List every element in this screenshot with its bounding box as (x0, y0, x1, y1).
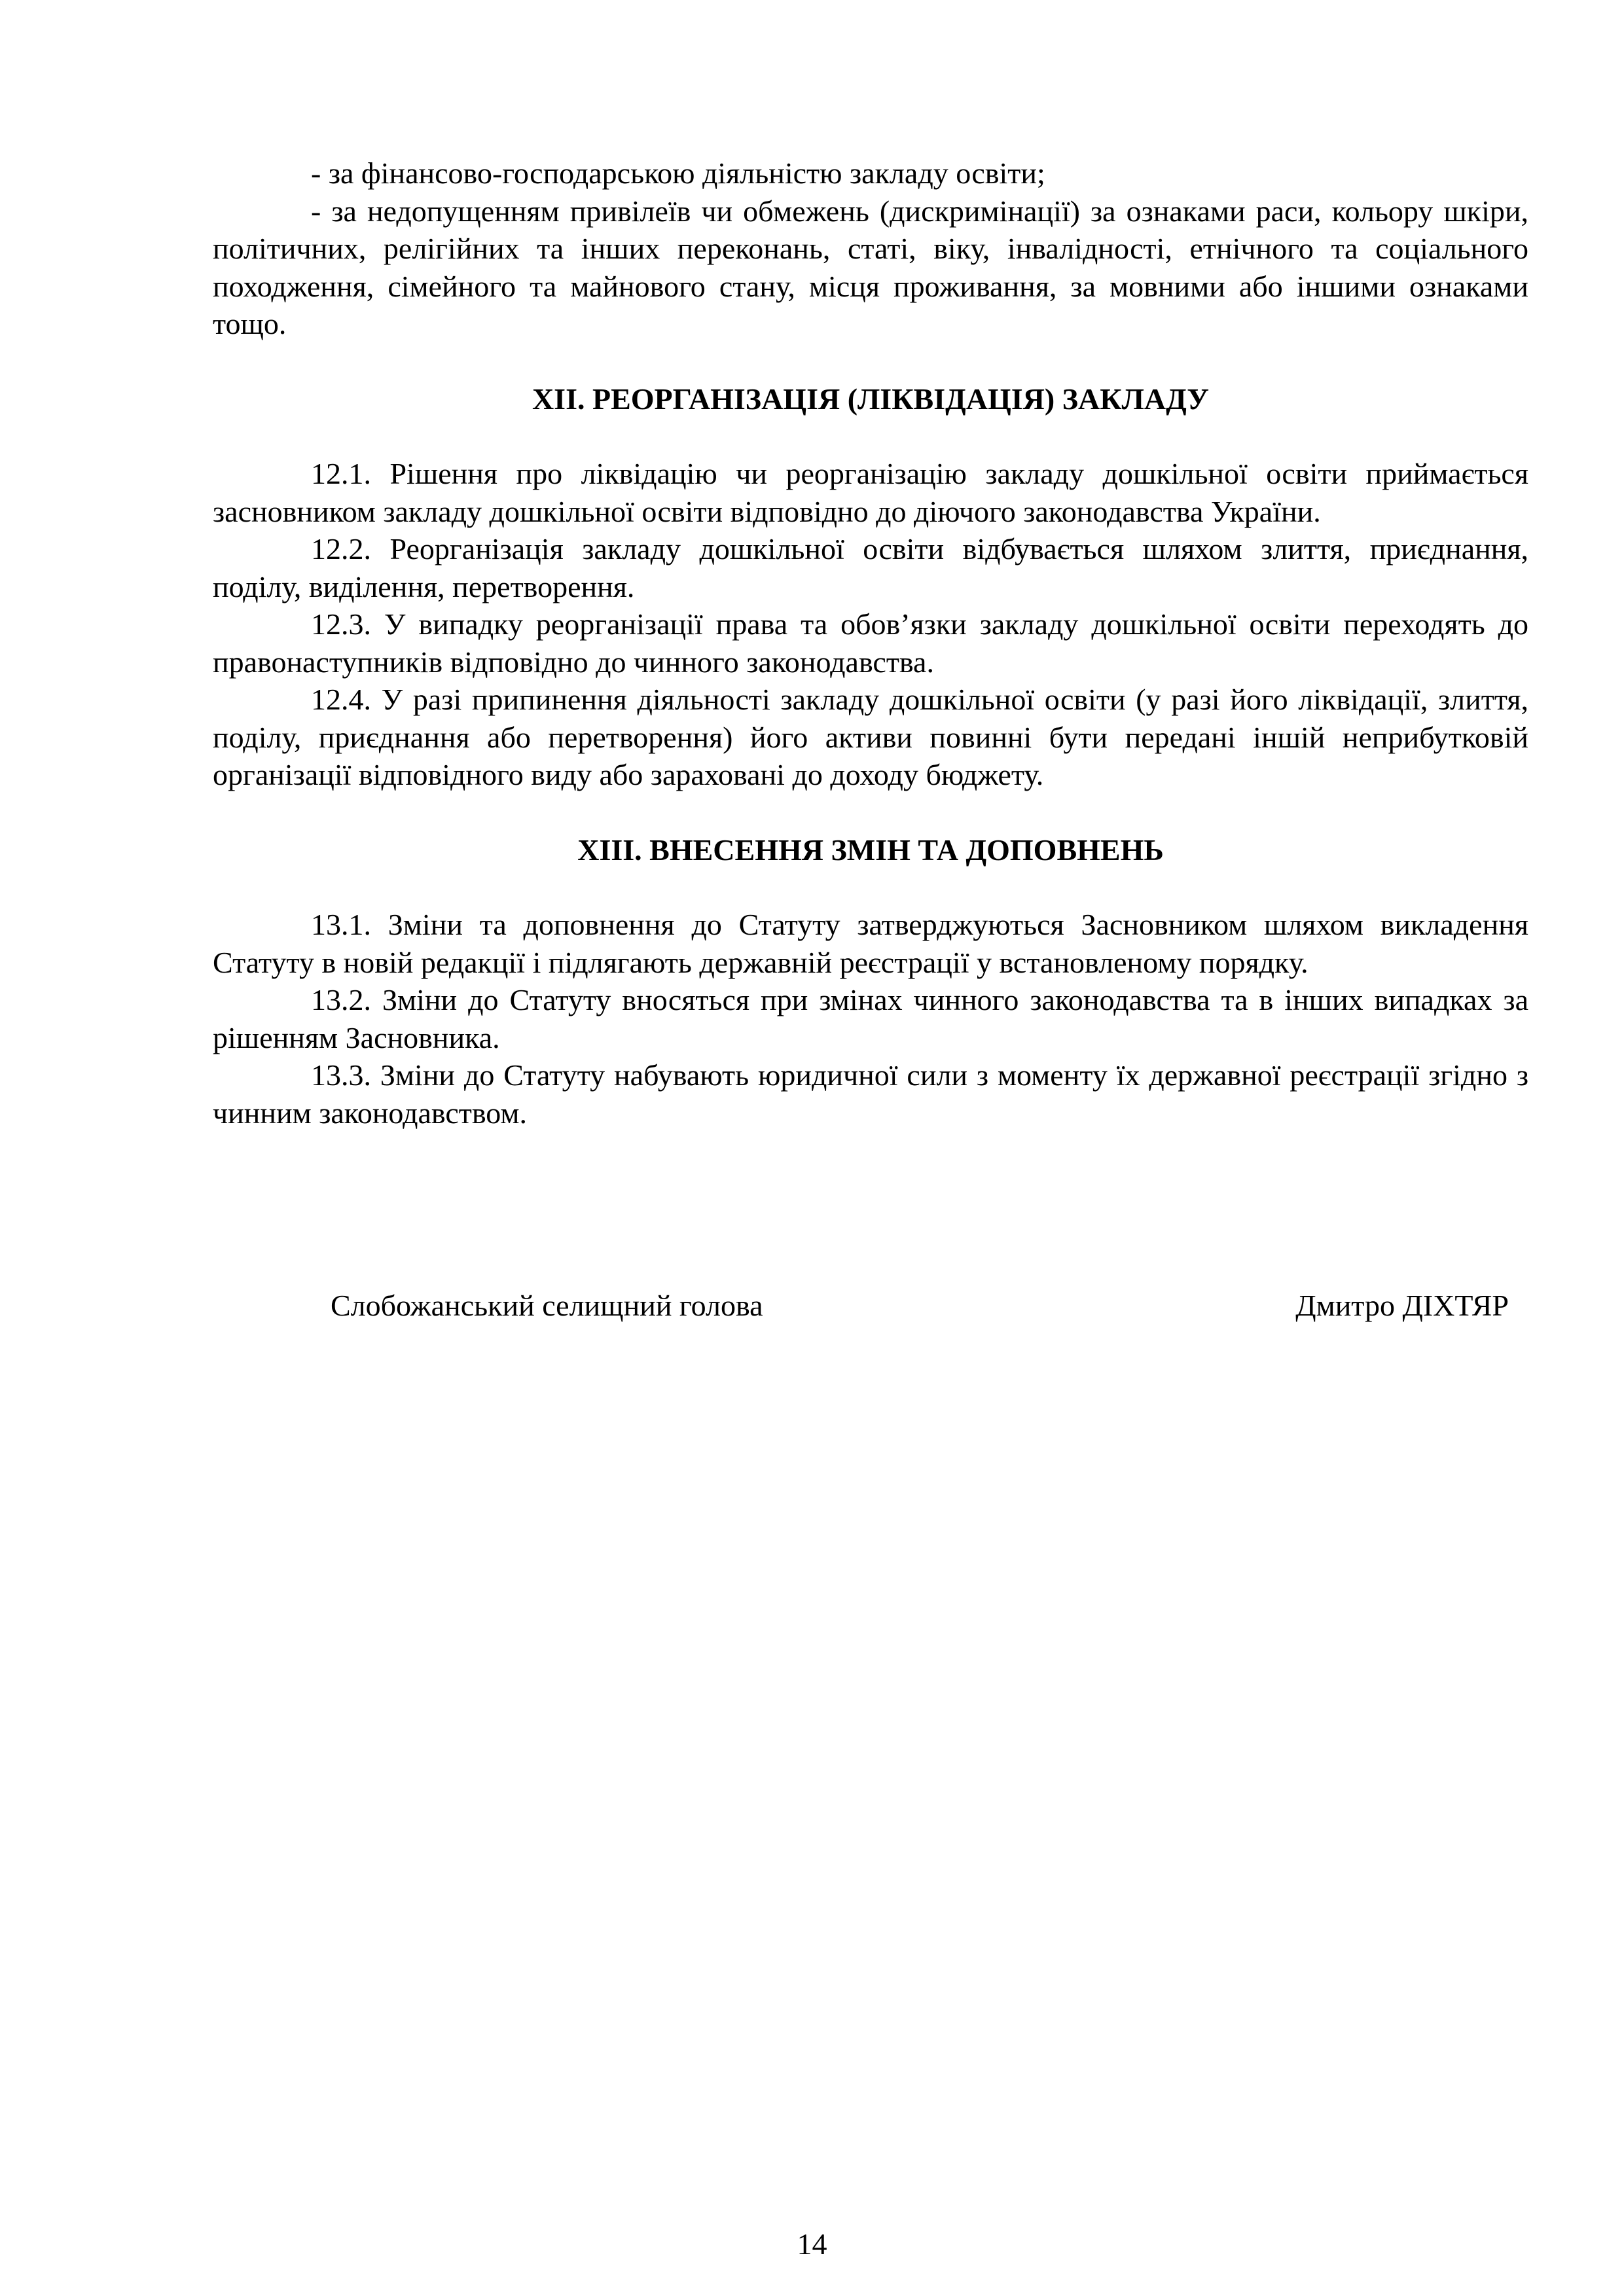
list-item-financial-activity: - за фінансово-господарською діяльністю закладу освіти; (311, 156, 1045, 190)
signatory-name: Дмитро ДІХТЯР (1295, 1289, 1509, 1322)
spacer (213, 794, 1528, 831)
document-page (213, 154, 1528, 1132)
spacer (213, 418, 1528, 455)
list-item-non-discrimination: - за недопущенням привілеїв чи обмежень (дискримінації) за ознаками раси, кольору шкіри, політичних, релігійних та інших переконань, статі, віку, інвалідності, етнічного та соціального походження, сімейного та майнового стану, місця проживання, за мовними або іншими ознаками тощо. (213, 194, 1528, 340)
signatory-title: Слобожанський селищний голова (331, 1289, 763, 1322)
paragraph-13-1: 13.1. Зміни та доповнення до Статуту затверджуються Засновником шляхом викладення Статуту в новій редакції і підлягають державній реєстрації у встановленому порядку. (213, 908, 1528, 979)
paragraph-12-4: 12.4. У разі припинення діяльності закладу дошкільної освіти (у разі його ліквідації, злиття, поділу, приєднання або перетворення) його активи повинні бути передані іншій неприбутковій організації відповідного виду або зараховані до доходу бюджету. (213, 683, 1528, 791)
spacer (213, 343, 1528, 380)
paragraph-12-3: 12.3. У випадку реорганізації права та обов’язки закладу дошкільної освіти переходять до правонаступників відповідно до чинного законодавства. (213, 607, 1528, 679)
paragraph-13-3: 13.3. Зміни до Статуту набувають юридичної сили з моменту їх державної реєстрації згідно з чинним законодавством. (213, 1058, 1528, 1130)
signature-block (331, 1287, 1509, 1325)
paragraph-12-2: 12.2. Реорганізація закладу дошкільної освіти відбувається шляхом злиття, приєднання, поділу, виділення, перетворення. (213, 532, 1528, 603)
paragraph-12-1: 12.1. Рішення про ліквідацію чи реорганізацію закладу дошкільної освіти приймається засновником закладу дошкільної освіти відповідно до діючого законодавства України. (213, 457, 1528, 528)
section-heading-xii: XII. РЕОРГАНІЗАЦІЯ (ЛІКВІДАЦІЯ) ЗАКЛАДУ (532, 382, 1210, 416)
spacer (213, 869, 1528, 906)
paragraph-13-2: 13.2. Зміни до Статуту вносяться при змінах чинного законодавства та в інших випадках за рішенням Засновника. (213, 983, 1528, 1054)
page-number: 14 (797, 2227, 827, 2261)
section-heading-xiii: XIII. ВНЕСЕННЯ ЗМІН ТА ДОПОВНЕНЬ (577, 833, 1164, 867)
